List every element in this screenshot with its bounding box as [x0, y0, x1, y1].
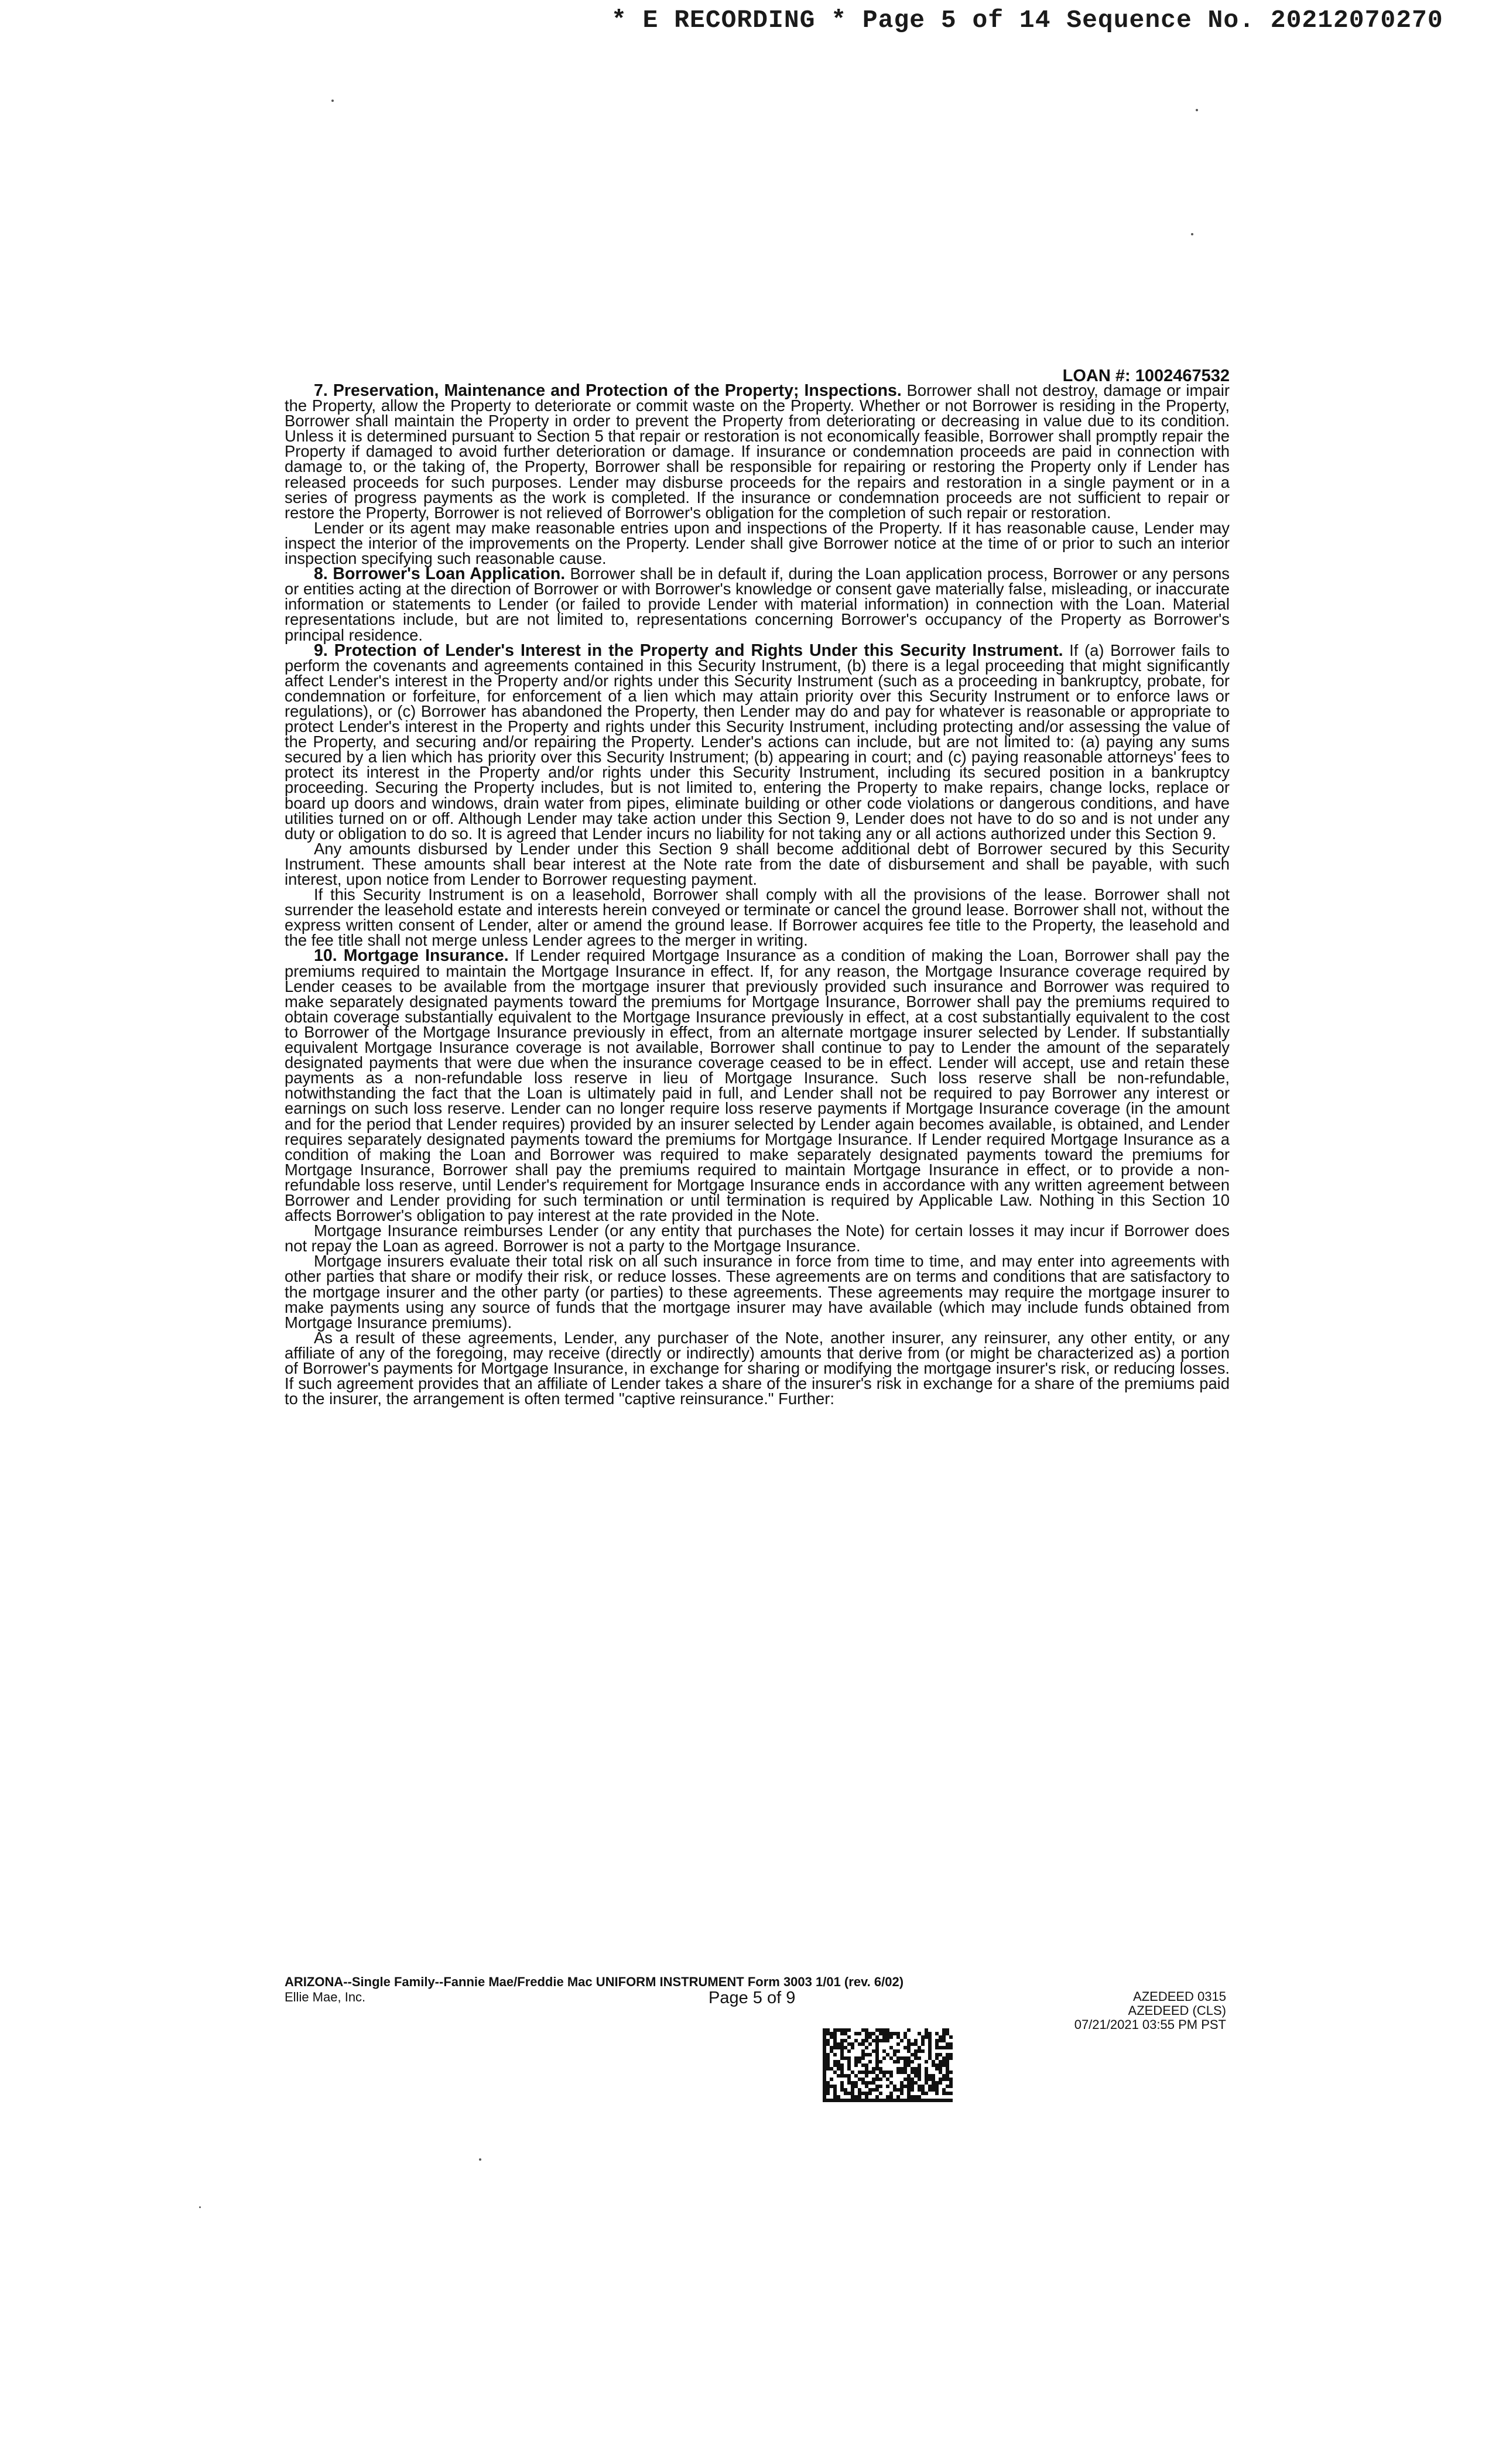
footer-timestamp: 07/21/2021 03:55 PM PST: [1074, 2017, 1226, 2032]
section-10-text: If Lender required Mortgage Insurance as a condition of making the Loan, Borrower shall pay the premiums required to maintain the Mortgage Insurance in effect. If, for any reason, the Mortgage Insurance coverage required by Lender ceases to be available from the mortgage insurer that previously provided such insurance and Borrower was required to make separately designated payments toward the premiums for Mortgage Insurance, Borrower shall pay the premiums required to obtain coverage substantially equivalent to the Mortgage Insurance previously in effect, at a cost substantially equivalent to the cost to Borrower of the Mortgage Insurance previously in effect, from an alternate mortgage insurer selected by Lender. If substantially equivalent Mortgage Insurance coverage is not available, Borrower shall continue to pay to Lender the amount of the separately designated payments that were due when the insurance coverage ceased to be in effect. Lender will accept, use and retain these payments as a non-refundable loss reserve in lieu of Mortgage Insurance. Such loss reserve shall be non-refundable, notwithstanding the fact that the Loan is ultimately paid in full, and Lender shall not be required to pay Borrower any interest or earnings on such loss reserve. Lender can no longer require loss reserve payments if Mortgage Insurance coverage (in the amount and for the period that Lender requires) provided by an insurer selected by Lender again becomes available, is obtained, and Lender requires separately designated payments toward the premiums for Mortgage Insurance. If Lender required Mortgage Insurance as a condition of making the Loan and Borrower was required to make separately designated payments toward the premiums for Mortgage Insurance, Borrower shall pay the premiums required to maintain Mortgage Insurance in effect, or to provide a non-refundable loss reserve, until Lender's requirement for Mortgage Insurance ends in accordance with any written agreement between Borrower and Lender providing for such termination or until termination is required by Applicable Law. Nothing in this Section 10 affects Borrower's obligation to pay interest at the rate provided in the Note.: [285, 946, 1230, 1225]
recording-stamp: * E RECORDING * Page 5 of 14 Sequence No. 20212070270: [611, 6, 1443, 35]
footer-code-1: AZEDEED 0315: [1133, 1989, 1226, 2004]
section-10-paragraph-2: Mortgage Insurance reimburses Lender (or any entity that purchases the Note) for certain losses it may incur if Borrower does not repay the Loan as agreed. Borrower is not a party to the Mortgage Insurance.: [285, 1221, 1230, 1255]
footer-code-2: AZEDEED (CLS): [1128, 2003, 1226, 2018]
scan-speck: [479, 2158, 481, 2161]
section-9-paragraph-3: If this Security Instrument is on a leasehold, Borrower shall comply with all the provisions of the lease. Borrower shall not surrender the leasehold estate and interests herein conveyed or terminate or cancel the ground lease. Borrower shall not, without the express written consent of Lender, alter or amend the ground lease. If Borrower acquires fee title to the Property, the leasehold and the fee title shall not merge unless Lender agrees to the merger in writing.: [285, 885, 1230, 950]
loan-number: LOAN #: 1002467532: [1062, 367, 1230, 385]
footer-page-number: Page 5 of 9: [709, 1989, 796, 2007]
document-body: [285, 383, 1230, 1406]
section-9-paragraph-2: Any amounts disbursed by Lender under this Section 9 shall become additional debt of Borrower secured by this Security Instrument. These amounts shall bear interest at the Note rate from the date of disbursement and shall be payable, with such interest, upon notice from Lender to Borrower requesting payment.: [285, 839, 1230, 888]
section-7-text: Borrower shall not destroy, damage or impair the Property, allow the Property to deteriorate or commit waste on the Property. Whether or not Borrower is residing in the Property, Borrower shall maintain the Property in order to prevent the Property from deteriorating or decreasing in value due to its condition. Unless it is determined pursuant to Section 5 that repair or restoration is not economically feasible, Borrower shall promptly repair the Property if damaged to avoid further deterioration or damage. If insurance or condemnation proceeds are paid in connection with damage to, or the taking of, the Property, Borrower shall be responsible for repairing or restoring the Property only if Lender has released proceeds for such purposes. Lender may disburse proceeds for the repairs and restoration in a single payment or in a series of progress payments as the work is completed. If the insurance or condemnation proceeds are not sufficient to repair or restore the Property, Borrower is not relieved of Borrower's obligation for the completion of such repair or restoration.: [285, 381, 1230, 522]
section-10-heading: 10. Mortgage Insurance.: [314, 946, 509, 966]
section-8-heading: 8. Borrower's Loan Application.: [314, 564, 566, 584]
scan-speck: [331, 100, 334, 102]
section-9: [285, 643, 1230, 841]
section-8: [285, 566, 1230, 642]
section-10-paragraph-4: As a result of these agreements, Lender, any purchaser of the Note, another insurer, any reinsurer, any other entity, or any affiliate of any of the foregoing, may receive (directly or indirectly) amounts that derive from (or might be characterized as) a portion of Borrower's payments for Mortgage Insurance, in exchange for sharing or modifying the mortgage insurer's risk, or reducing losses. If such agreement provides that an affiliate of Lender takes a share of the insurer's risk in exchange for a share of the premiums paid to the insurer, the arrangement is often termed "captive reinsurance." Further:: [285, 1328, 1230, 1408]
section-8-text: Borrower shall be in default if, during the Loan application process, Borrower or any persons or entities acting at the direction of Borrower or with Borrower's knowledge or consent gave materially false, misleading, or inaccurate information or statements to Lender (or failed to provide Lender with material information) in connection with the Loan. Material representations include, but are not limited to, representations concerning Borrower's occupancy of the Property as Borrower's principal residence.: [285, 564, 1230, 644]
footer-form-title: ARIZONA--Single Family--Fannie Mae/Freddie Mac UNIFORM INSTRUMENT Form 3003 1/01 (rev. 6/02): [285, 1974, 904, 1989]
section-10-paragraph-3: Mortgage insurers evaluate their total risk on all such insurance in force from time to time, and may enter into agreements with other parties that share or modify their risk, or reduce losses. These agreements are on terms and conditions that are satisfactory to the mortgage insurer and the other party (or parties) to these agreements. These agreements may require the mortgage insurer to make payments using any source of funds that the mortgage insurer may have available (which may include funds obtained from Mortgage Insurance premiums).: [285, 1252, 1230, 1332]
footer-codes: [1074, 1990, 1226, 2032]
scan-speck: [199, 2206, 201, 2208]
scan-speck: [1191, 233, 1193, 235]
footer-company: Ellie Mae, Inc.: [285, 1990, 366, 2004]
section-9-heading: 9. Protection of Lender's Interest in the Property and Rights Under this Security Instrument.: [314, 641, 1063, 660]
2d-barcode: [823, 2028, 953, 2103]
scan-speck: [1196, 109, 1198, 111]
section-7-paragraph-2: Lender or its agent may make reasonable entries upon and inspections of the Property. If it has reasonable cause, Lender may inspect the interior of the improvements on the Property. Lender shall give Borrower notice at the time of or prior to such an interior inspection specifying such reasonable cause.: [285, 518, 1230, 568]
section-9-text: If (a) Borrower fails to perform the covenants and agreements contained in this Security Instrument, (b) there is a legal proceeding that might significantly affect Lender's interest in the Property and/or rights under this Security Instrument (such as a proceeding in bankruptcy, probate, for condemnation or forfeiture, for enforcement of a lien which may attain priority over this Security Instrument or to enforce laws or regulations), or (c) Borrower has abandoned the Property, then Lender may do and pay for whatever is reasonable or appropriate to protect Lender's interest in the Property and rights under this Security Instrument, including protecting and/or assessing the value of the Property, and securing and/or repairing the Property. Lender's actions can include, but are not limited to: (a) paying any sums secured by a lien which has priority over this Security Instrument; (b) appearing in court; and (c) paying reasonable attorneys' fees to protect its interest in the Property and/or rights under this Security Instrument, including its secured position in a bankruptcy proceeding. Securing the Property includes, but is not limited to, entering the Property to make repairs, change locks, replace or board up doors and windows, drain water from pipes, eliminate building or other code violations or dangerous conditions, and have utilities turned on or off. Although Lender may take action under this Section 9, Lender does not have to do so and is not under any duty or obligation to do so. It is agreed that Lender incurs no liability for not taking any or all actions authorized under this Section 9.: [285, 641, 1230, 843]
section-7: [285, 383, 1230, 521]
section-10: [285, 948, 1230, 1223]
section-7-heading: 7. Preservation, Maintenance and Protection of the Property; Inspections.: [314, 381, 902, 400]
